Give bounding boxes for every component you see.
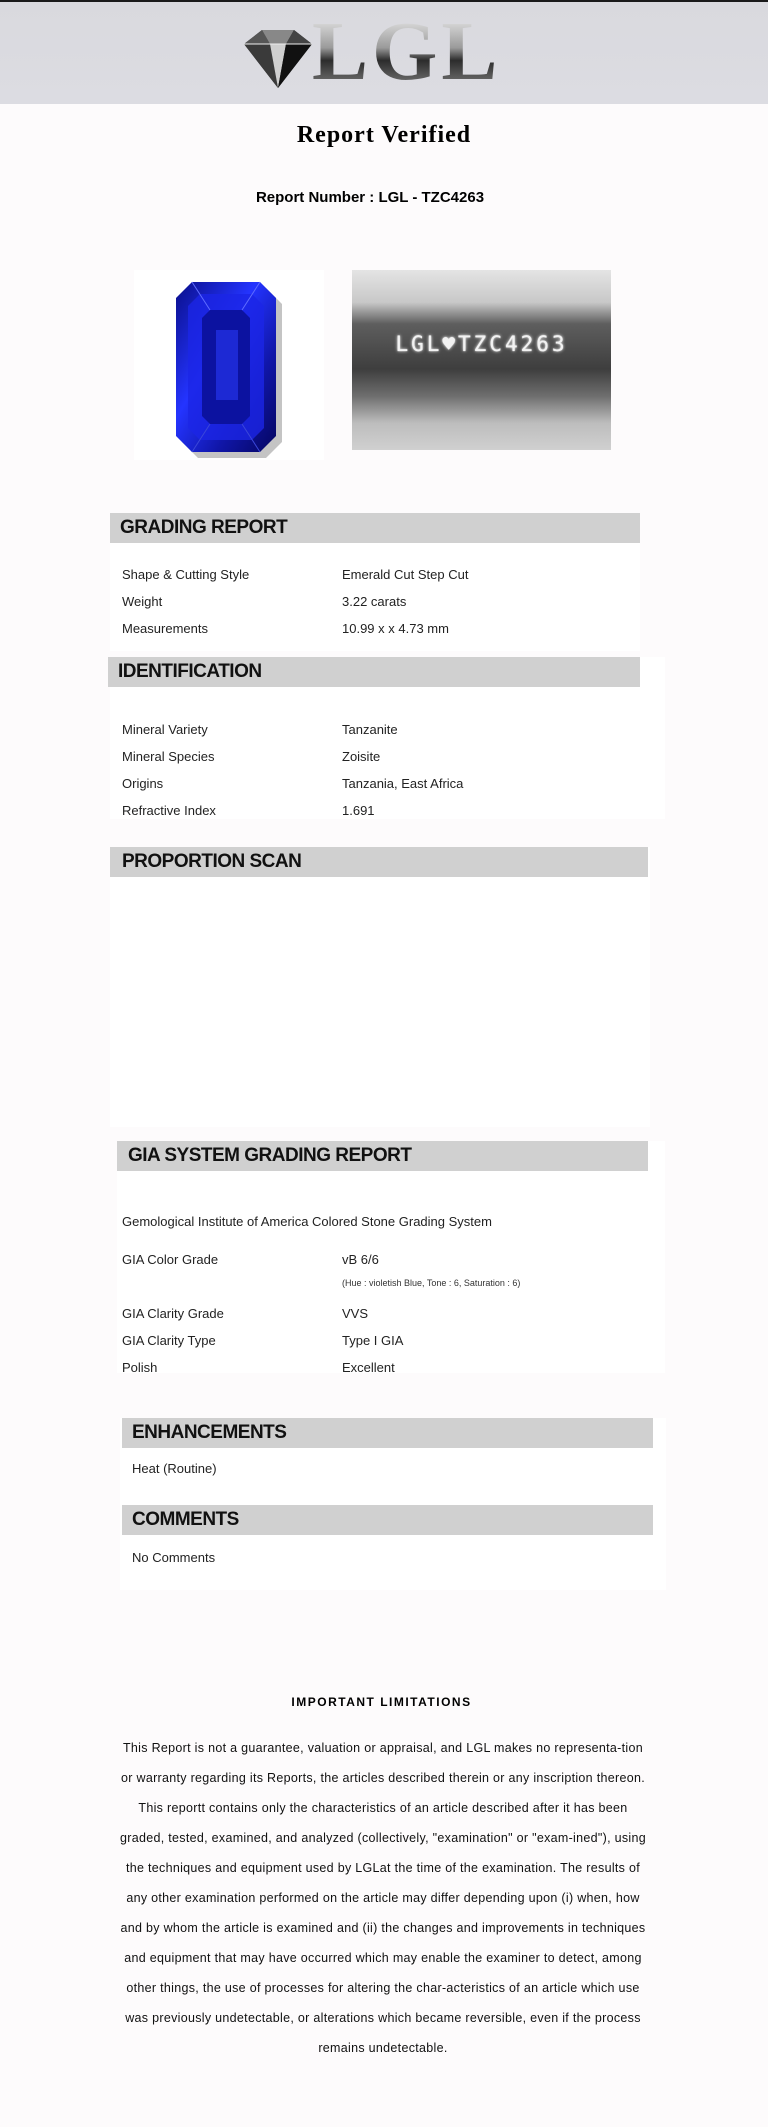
gia-clarity-grade-label: GIA Clarity Grade <box>122 1306 224 1321</box>
shape-value: Emerald Cut Step Cut <box>342 567 469 582</box>
limitations-body: This Report is not a guarantee, valuation or appraisal, and LGL makes no representa-tion or warranty regarding its Reports, the articles described therein or any inscription thereon. This reportt contains only the characteristics of an article described after it has been graded, tested, examined, and analyzed (collectively, "examination" or "exam-ined"), using the techniques and equipment used by LGLat the time of the examination. The results of any other examination performed on the article may differ depending upon (i) when, how and by whom the article is examined and (ii) the changes and improvements in techniques and equipment that may have occurred which may enable the examiner to detect, among other things, the use of processes for altering the char-acteristics of an article which use was previously undetectable, or alterations which became reversible, even if the process remains undetectable. <box>119 1741 647 2055</box>
origins-value: Tanzania, East Africa <box>342 776 464 791</box>
polish-value: Excellent <box>342 1360 395 1375</box>
measurements-label: Measurements <box>122 621 208 636</box>
comments-text: No Comments <box>132 1550 216 1565</box>
gia-system-heading: GIA SYSTEM GRADING REPORT <box>117 1141 648 1171</box>
gia-clarity-type-label: GIA Clarity Type <box>122 1333 216 1348</box>
gia-color-label: GIA Color Grade <box>122 1252 219 1267</box>
refractive-index-value: 1.691 <box>342 803 375 818</box>
mineral-variety-label: Mineral Variety <box>122 722 208 737</box>
limitations-heading: IMPORTANT LIMITATIONS <box>291 1695 472 1709</box>
proportion-scan-heading: PROPORTION SCAN <box>110 847 648 877</box>
gia-color-note: (Hue : violetish Blue, Tone : 6, Saturation : 6) <box>342 1278 521 1288</box>
lgl-logo <box>234 5 502 98</box>
blue-emerald-cut-gem-image <box>134 270 324 460</box>
enhancements-heading: ENHANCEMENTS <box>122 1418 653 1448</box>
logo-text: LGL <box>312 5 502 98</box>
weight-label: Weight <box>122 594 163 609</box>
laser-inscription-photo <box>352 270 611 450</box>
refractive-index-label: Refractive Index <box>122 803 216 818</box>
grading-report-heading: GRADING REPORT <box>110 513 640 543</box>
measurements-value: 10.99 x x 4.73 mm <box>342 621 449 636</box>
proportion-scan-panel <box>110 847 650 1127</box>
shape-label: Shape & Cutting Style <box>122 567 250 582</box>
diamond-icon <box>234 24 320 94</box>
header-banner <box>0 2 768 104</box>
page-title: Report Verified <box>296 122 472 148</box>
gia-clarity-type-value: Type I GIA <box>342 1333 404 1348</box>
comments-heading: COMMENTS <box>122 1505 653 1535</box>
report-number: Report Number : LGL - TZC4263 <box>255 189 485 206</box>
gem-photo <box>134 270 324 460</box>
origins-label: Origins <box>122 776 164 791</box>
polish-label: Polish <box>122 1360 158 1375</box>
gia-color-value: vB 6/6 <box>342 1252 379 1267</box>
gia-clarity-grade-value: VVS <box>342 1306 369 1321</box>
mineral-species-label: Mineral Species <box>122 749 215 764</box>
weight-value: 3.22 carats <box>342 594 407 609</box>
identification-heading: IDENTIFICATION <box>108 657 640 687</box>
mineral-variety-value: Tanzanite <box>342 722 398 737</box>
inscription-text: LGL♥TZC4263 <box>395 332 568 356</box>
gia-system-subtitle: Gemological Institute of America Colored Stone Grading System <box>122 1214 492 1229</box>
enhancements-text: Heat (Routine) <box>132 1461 217 1476</box>
mineral-species-value: Zoisite <box>342 749 381 764</box>
